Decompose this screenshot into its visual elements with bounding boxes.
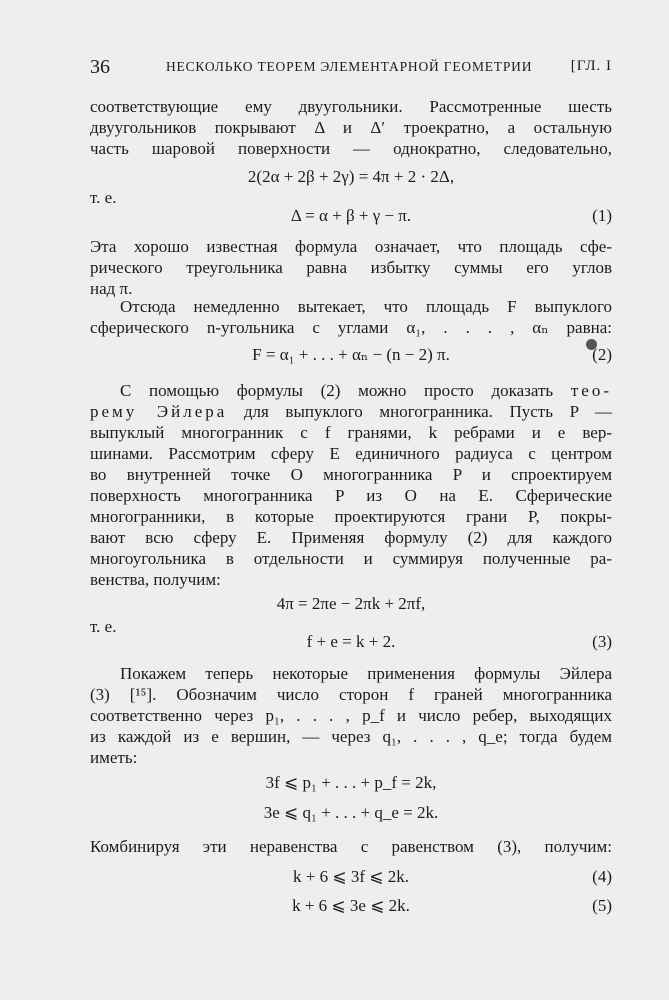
text-line: Отсюда немедленно вытекает, что площадь F выпуклого bbox=[120, 297, 612, 316]
text-line: соответствующие ему двуугольники. Рассмотренные шесть bbox=[90, 97, 612, 116]
equation-number-1: (1) bbox=[592, 206, 612, 225]
text-line: шинами. Рассмотрим сферу E единичного радиуса с центром bbox=[90, 444, 612, 463]
formula: 2(2α + 2β + 2γ) = 4π + 2 · 2Δ, bbox=[247, 167, 455, 186]
text-line: (3) [¹⁵]. Обозначим число сторон f граней многогранника bbox=[90, 685, 612, 704]
text-line: многоугольника в отдельности и суммируя полученные ра- bbox=[90, 549, 612, 568]
text-line: сферического n-угольника с углами α₁, . . . , αₙ равна: bbox=[90, 318, 612, 337]
formula: 3f ⩽ p₁ + . . . + p_f = 2k, bbox=[265, 773, 437, 792]
text-line bbox=[90, 401, 612, 422]
text-line: двуугольников покрывают Δ и Δ′ троекратно, а остальную bbox=[90, 118, 612, 137]
formula: 3e ⩽ q₁ + . . . + q_e = 2k. bbox=[263, 803, 439, 822]
formula-5: k + 6 ⩽ 3e ⩽ 2k. bbox=[292, 896, 410, 915]
text-line: Эта хорошо известная формула означает, что площадь сфе- bbox=[90, 237, 612, 256]
text-span: С помощью формулы (2) можно просто доказать bbox=[120, 381, 571, 400]
text-line bbox=[120, 380, 612, 401]
te-connector: т. е. bbox=[90, 617, 117, 636]
formula-4: k + 6 ⩽ 3f ⩽ 2k. bbox=[293, 867, 409, 886]
te-connector: т. е. bbox=[90, 188, 117, 207]
text-line: Комбинируя эти неравенства с равенством (3), получим: bbox=[90, 837, 612, 856]
text-line: во внутренней точке O многогранника P и спроектируем bbox=[90, 465, 612, 484]
text-line: над π. bbox=[90, 279, 133, 298]
text-line: из каждой из e вершин, — через q₁, . . . , q_e; тогда будем bbox=[90, 727, 612, 746]
chapter-marker: [ГЛ. I bbox=[570, 58, 612, 74]
text-line: соответственно через p₁, . . . , p_f и число ребер, выходящих bbox=[90, 706, 612, 725]
text-line: венства, получим: bbox=[90, 570, 221, 589]
running-header bbox=[90, 56, 612, 82]
text-line: иметь: bbox=[90, 748, 138, 767]
text-span: для выпуклого многогранника. Пусть P — bbox=[227, 402, 612, 421]
equation-number-3: (3) bbox=[592, 632, 612, 651]
equation-number-5: (5) bbox=[592, 896, 612, 915]
text-line: часть шаровой поверхности — однократно, следовательно, bbox=[90, 139, 612, 158]
spaced-emphasis: тео- bbox=[570, 381, 612, 400]
formula: 4π = 2πe − 2πk + 2πf, bbox=[276, 594, 426, 613]
text-line: многогранники, в которые проектируются грани P, покры- bbox=[90, 507, 612, 526]
formula-1: Δ = α + β + γ − π. bbox=[290, 206, 412, 225]
page-number: 36 bbox=[90, 56, 110, 78]
running-title: НЕСКОЛЬКО ТЕОРЕМ ЭЛЕМЕНТАРНОЙ ГЕОМЕТРИИ bbox=[166, 59, 533, 74]
formula-2: F = α₁ + . . . + αₙ − (n − 2) π. bbox=[252, 345, 450, 364]
text-line: выпуклый многогранник с f гранями, k ребрами и e вер- bbox=[90, 423, 612, 442]
equation-number-4: (4) bbox=[592, 867, 612, 886]
text-line: поверхность многогранника P из O на E. Сферические bbox=[90, 486, 612, 505]
spaced-emphasis: рему Эйлера bbox=[90, 402, 228, 421]
text-line: вают всю сферу E. Применяя формулу (2) для каждого bbox=[90, 528, 612, 547]
formula-3: f + e = k + 2. bbox=[306, 632, 396, 651]
text-line: рического треугольника равна избытку суммы его углов bbox=[90, 258, 612, 277]
text-line: Покажем теперь некоторые применения формулы Эйлера bbox=[120, 664, 612, 683]
equation-number-2: (2) bbox=[592, 345, 612, 364]
